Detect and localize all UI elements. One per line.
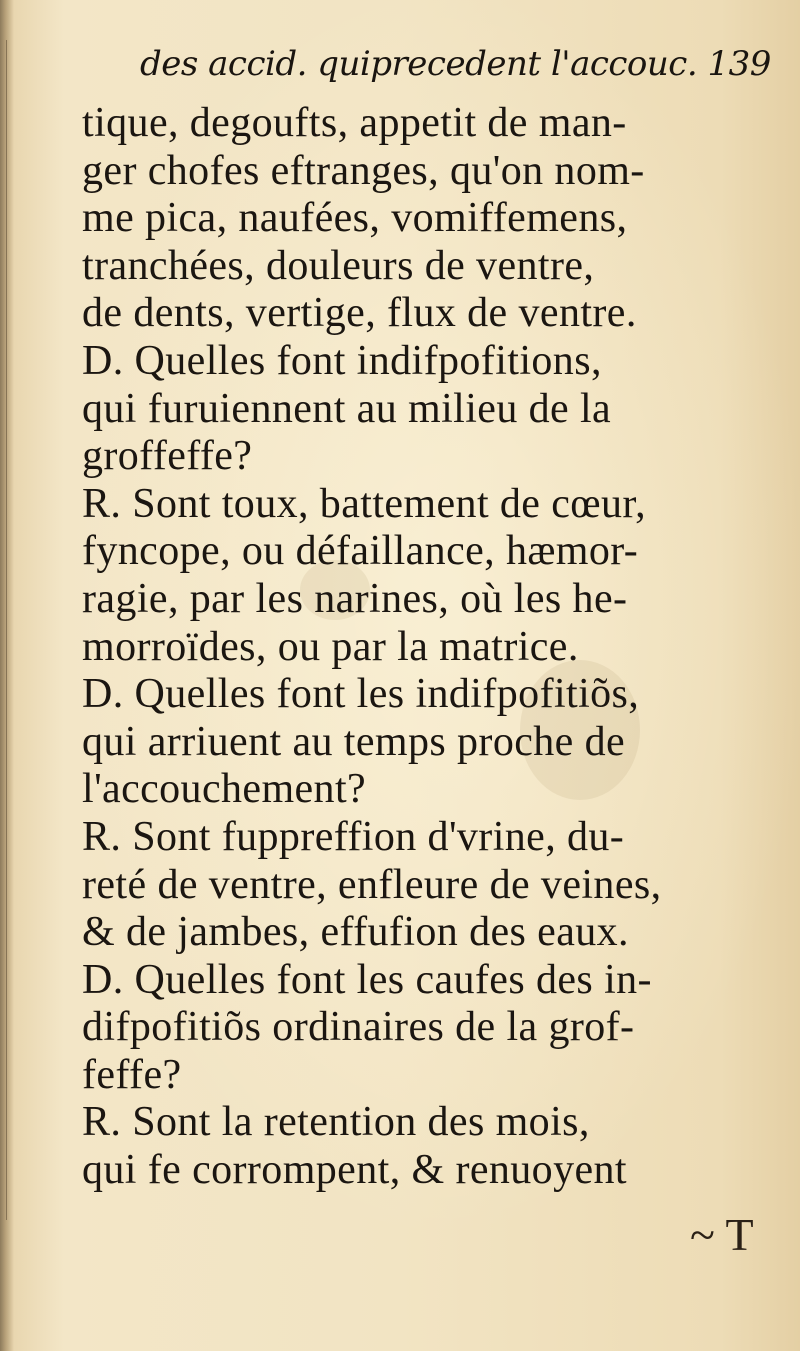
text-line: difpofitiõs ordinaires de la grof- bbox=[82, 1004, 635, 1051]
gutter-rule bbox=[6, 40, 7, 1220]
text-line: qui furuiennent au milieu de la bbox=[82, 385, 612, 432]
answer-line: R. Sont la retention des mois, bbox=[82, 1099, 590, 1146]
text-line: & de jambes, effufion des eaux. bbox=[82, 909, 629, 956]
text-line: morroïdes, ou par la matrice. bbox=[82, 623, 579, 670]
text-line: tique, degoufts, appetit de man- bbox=[82, 100, 627, 146]
question-line: D. Quelles font les indifpofitiõs, bbox=[82, 671, 640, 718]
text-line: tranchées, douleurs de ventre, bbox=[82, 242, 595, 289]
text-line: qui arriuent au temps proche de bbox=[82, 718, 626, 765]
text-line: reté de ventre, enfleure de veines, bbox=[82, 861, 662, 908]
question-line: D. Quelles font indifpofitions, bbox=[82, 337, 602, 384]
text-line: de dents, vertige, flux de ventre. bbox=[82, 290, 637, 337]
margin-mark: ~ T bbox=[690, 1209, 754, 1260]
text-line: qui fe corrompent, & renuoyent bbox=[82, 1147, 627, 1194]
answer-line: R. Sont fuppreffion d'vrine, du- bbox=[82, 813, 625, 860]
answer-line: R. Sont toux, battement de cœur, bbox=[82, 480, 647, 527]
text-line: feffe? bbox=[82, 1051, 182, 1098]
text-line: me pica, naufées, vomiffemens, bbox=[82, 195, 628, 242]
text-line: l'accouchement? bbox=[82, 766, 367, 813]
question-line: D. Quelles font les caufes des in- bbox=[82, 956, 652, 1003]
text-line: fyncope, ou défaillance, hæmor- bbox=[82, 528, 639, 575]
running-head: des accid. quiprecedent l'accouc. 139 bbox=[140, 44, 771, 84]
body-text bbox=[82, 100, 682, 1195]
page-gutter-shadow bbox=[0, 0, 14, 1351]
text-line: ger chofes eftranges, qu'on nom- bbox=[82, 147, 645, 194]
text-line: ragie, par les narines, où les he- bbox=[82, 575, 628, 622]
text-line: groffeffe? bbox=[82, 433, 253, 480]
